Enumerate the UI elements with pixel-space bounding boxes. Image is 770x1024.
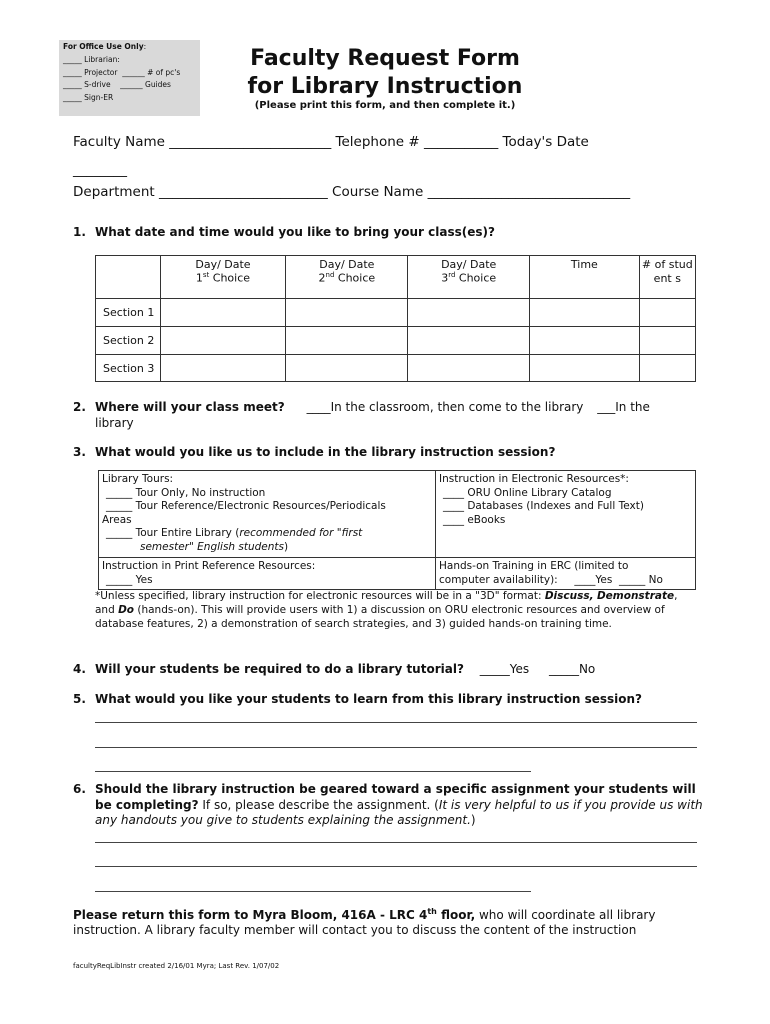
cell-s2-c2[interactable]	[286, 327, 408, 355]
cell-s3-c1[interactable]	[160, 355, 286, 382]
question-5: 5. What would you like your students to learn from this library instruction session?	[73, 692, 643, 706]
question-4: 4. Will your students be required to do a library tutorial? _____Yes _____No	[73, 662, 596, 676]
opt-tour-only[interactable]: _____ Tour Only, No instruction	[106, 486, 266, 499]
cell-s1-c1[interactable]	[160, 299, 286, 327]
office-line-librarian: _____ Librarian:	[63, 55, 120, 64]
department-course-row[interactable]: Department _________________________ Course Name ______________________________	[73, 184, 631, 200]
question-2: 2. Where will your class meet? ____In the classroom, then come to the library ___In the library	[73, 400, 650, 430]
header-num-students: # of student s	[639, 256, 695, 299]
faculty-info-row[interactable]: Faculty Name ________________________ Telephone # ___________ Today's Date	[73, 134, 589, 150]
office-header: For Office Use Only	[63, 42, 144, 51]
form-title-line1: Faculty Request Form	[250, 46, 520, 71]
opt-hands-on[interactable]: computer availability): ____Yes _____ No	[439, 573, 663, 586]
cell-s1-c2[interactable]	[286, 299, 408, 327]
cell-s3-c3[interactable]	[408, 355, 530, 382]
header-choice-1: Day/ Date 1st Choice	[160, 256, 286, 299]
cell-s1-c3[interactable]	[408, 299, 530, 327]
office-line-signer: _____ Sign-ER	[63, 93, 114, 102]
electronic-resources-cell: Instruction in Electronic Resources*: ____ ORU Online Library Catalog ____ Databases (Indexes and Full Text) ____ eBooks	[436, 471, 696, 558]
question-6: 6. Should the library instruction be geared toward a specific assignment your students will be completing? If so, please describe the assignment. (It is very helpful to us if you provide us with any handouts you give to students explaining the assignment.)	[73, 782, 703, 827]
office-line-sdrive: _____ S-drive ______ Guides	[63, 80, 171, 89]
q6-answer-line-1[interactable]	[95, 842, 697, 843]
row-section-1: Section 1	[96, 299, 161, 327]
q4-no[interactable]: _____No	[548, 662, 596, 676]
opt-databases[interactable]: ____ Databases (Indexes and Full Text)	[443, 500, 644, 512]
q2-opt-classroom[interactable]: ____In the classroom, then come to the library	[306, 400, 584, 414]
opt-oru-catalog[interactable]: ____ ORU Online Library Catalog	[443, 486, 612, 499]
office-line-projector: _____ Projector ______ # of pc's	[63, 68, 181, 77]
hands-on-cell: Hands-on Training in ERC (limited to computer availability): ____Yes _____ No	[436, 558, 696, 590]
cell-s3-time[interactable]	[530, 355, 640, 382]
opt-tour-entire[interactable]: _____ Tour Entire Library (recommended for "first	[106, 527, 363, 539]
question-3: 3. What would you like us to include in the library instruction session?	[73, 445, 556, 459]
opt-print-yes[interactable]: _____ Yes	[106, 573, 153, 586]
form-title-line2: for Library Instruction	[247, 74, 523, 99]
q5-answer-line-1[interactable]	[95, 722, 697, 723]
q5-answer-line-3[interactable]	[95, 771, 531, 772]
print-reference-cell: Instruction in Print Reference Resources: _____ Yes	[99, 558, 436, 590]
3d-format-note: *Unless specified, library instruction for electronic resources will be in a "3D" format: Discuss, Demonstrate, and Do (hands-on). This will provide users with 1) a discussion on ORU electronic resources and overview of database features, 2) a demonstration of search strategies, and 3) guided hands-on training time.	[95, 590, 678, 630]
row-section-3: Section 3	[96, 355, 161, 382]
library-tours-cell: Library Tours: _____ Tour Only, No instruction _____ Tour Reference/Electronic Resources/Periodicals Areas _____ Tour Entire Library (recommended for "first semester" English students)	[99, 471, 436, 558]
opt-tour-reference[interactable]: _____ Tour Reference/Electronic Resources/Periodicals	[106, 500, 386, 512]
q6-answer-line-3[interactable]	[95, 891, 531, 892]
header-choice-2: Day/ Date 2nd Choice	[286, 256, 408, 299]
schedule-corner	[96, 256, 161, 299]
cell-s1-time[interactable]	[530, 299, 640, 327]
header-choice-3: Day/ Date 3rd Choice	[408, 256, 530, 299]
q2-opt-library[interactable]: ___In the	[597, 400, 650, 414]
instruction-options-table	[98, 470, 696, 590]
opt-ebooks[interactable]: ____ eBooks	[443, 513, 506, 526]
question-1: 1. What date and time would you like to bring your class(es)?	[73, 225, 495, 239]
q5-answer-line-2[interactable]	[95, 747, 697, 748]
cell-s2-time[interactable]	[530, 327, 640, 355]
schedule-table	[95, 255, 696, 382]
row-section-2: Section 2	[96, 327, 161, 355]
cell-s2-num[interactable]	[639, 327, 695, 355]
q4-yes[interactable]: _____Yes	[479, 662, 530, 676]
footer-revision: facultyReqLibInstr created 2/16/01 Myra; Last Rev. 1/07/02	[73, 962, 280, 970]
header-time: Time	[530, 256, 640, 299]
cell-s2-c3[interactable]	[408, 327, 530, 355]
cell-s2-c1[interactable]	[160, 327, 286, 355]
todays-date-blank[interactable]: ________	[73, 162, 127, 178]
cell-s3-num[interactable]	[639, 355, 695, 382]
cell-s3-c2[interactable]	[286, 355, 408, 382]
form-subtitle: (Please print this form, and then complete it.)	[254, 100, 516, 111]
office-use-box: For Office Use Only: _____ Librarian: _____ Projector ______ # of pc's _____ S-drive ______ Guides _____ Sign-ER	[59, 40, 200, 116]
q6-answer-line-2[interactable]	[95, 866, 697, 867]
return-instructions: Please return this form to Myra Bloom, 416A - LRC 4th floor, who will coordinate all library instruction. A library faculty member will contact you to discuss the content of the instruction	[73, 907, 656, 937]
cell-s1-num[interactable]	[639, 299, 695, 327]
